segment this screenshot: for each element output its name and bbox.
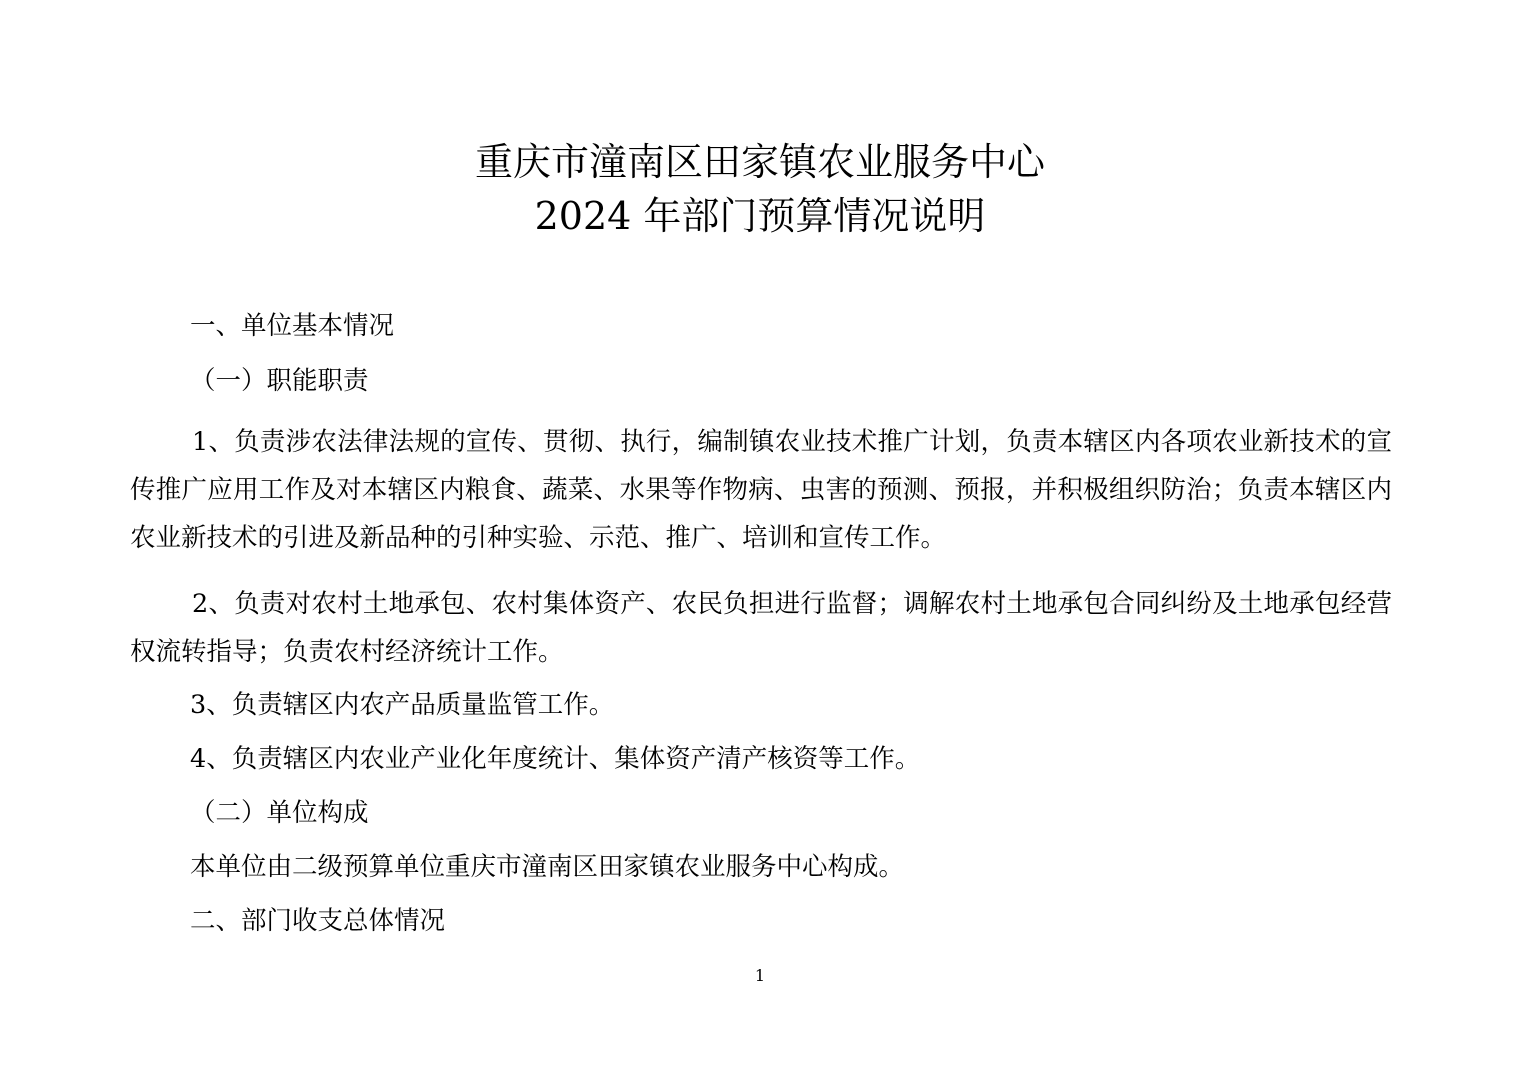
subsection-heading-duties: （一）职能职责 [190, 366, 369, 396]
section-heading-budget-overview: 二、部门收支总体情况 [190, 906, 446, 936]
section-heading-basic-info: 一、单位基本情况 [190, 311, 395, 341]
page-number: 1 [754, 966, 766, 985]
document-title-line1: 重庆市潼南区田家镇农业服务中心 [474, 140, 1045, 184]
duty-item-1: 1、负责涉农法律法规的宣传、贯彻、执行，编制镇农业技术推广计划，负责本辖区内各项农业新技术的宣传推广应用工作及对本辖区内粮食、蔬菜、水果等作物病、虫害的预测、预报，并积极组织防治；负责本辖区内农业新技术的引进及新品种的引种实验、示范、推广、培训和宣传工作。 [130, 427, 1392, 553]
duty-item-3: 3、负责辖区内农产品质量监管工作。 [190, 690, 615, 720]
document-title-line2: 2024 年部门预算情况说明 [534, 194, 986, 238]
subsection-heading-composition: （二）单位构成 [190, 798, 369, 828]
duty-item-4: 4、负责辖区内农业产业化年度统计、集体资产清产核资等工作。 [190, 744, 921, 774]
duty-item-2: 2、负责对农村土地承包、农村集体资产、农民负担进行监督；调解农村土地承包合同纠纷及土地承包经营权流转指导；负责农村经济统计工作。 [130, 589, 1392, 667]
composition-text: 本单位由二级预算单位重庆市潼南区田家镇农业服务中心构成。 [190, 852, 905, 882]
